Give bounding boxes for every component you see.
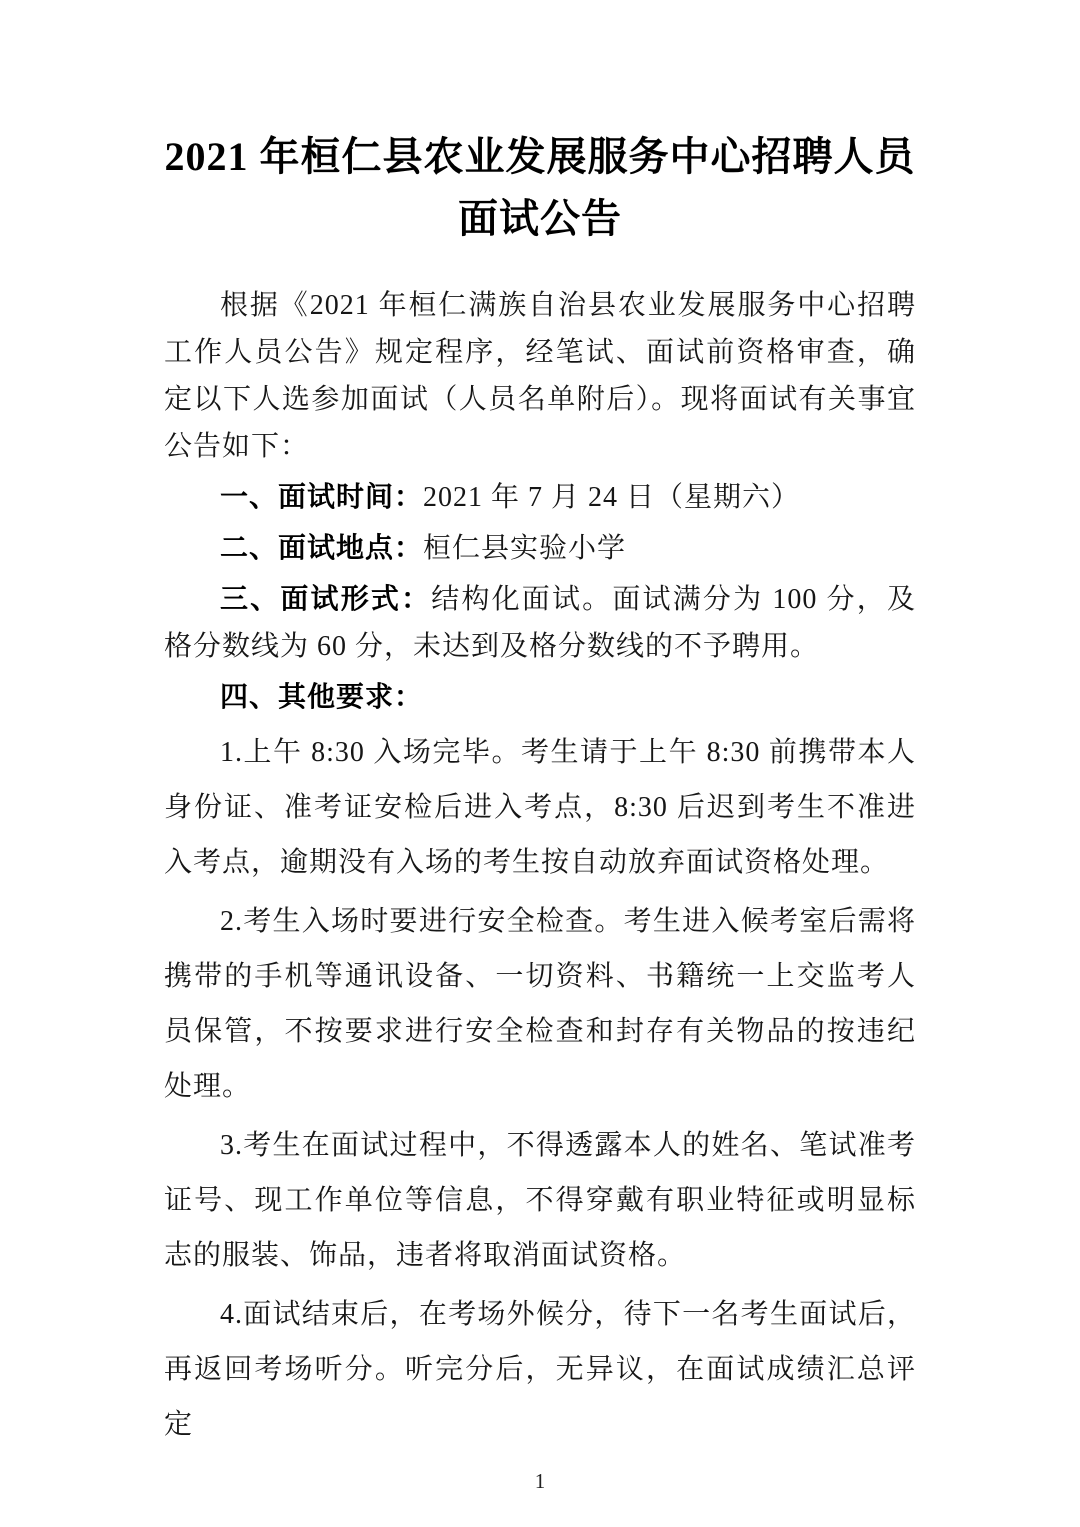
requirement-1: 1.上午 8:30 入场完毕。考生请于上午 8:30 前携带本人身份证、准考证安检后进入考点，8:30 后迟到考生不准进入考点，逾期没有入场的考生按自动放弃面试资格处理。 [164, 737, 916, 878]
requirement-3: 3.考生在面试过程中，不得透露本人的姓名、笔试准考证号、现工作单位等信息，不得穿戴有职业特征或明显标志的服装、饰品，违者将取消面试资格。 [164, 1130, 916, 1271]
section-interview-time [164, 474, 916, 521]
requirement-2: 2.考生入场时要进行安全检查。考生进入候考室后需将携带的手机等通讯设备、一切资料、书籍统一上交监考人员保管，不按要求进行安全检查和封存有关物品的按违纪处理。 [164, 906, 916, 1102]
section-interview-format-value: 结构化面试。面试满分为 100 分，及格分数线为 60 分，未达到及格分数线的不予聘用。 [164, 584, 916, 662]
document-title [164, 126, 916, 250]
section-interview-time-value: 2021 年 7 月 24 日（星期六） [423, 482, 801, 513]
page-number: 1 [534, 1469, 546, 1493]
section-interview-location-value: 桓仁县实验小学 [423, 533, 627, 564]
title-line-1: 2021 年桓仁县农业发展服务中心招聘人员 [164, 134, 916, 179]
title-line-2: 面试公告 [458, 196, 622, 241]
section-interview-time-label: 一、面试时间： [220, 482, 424, 513]
section-other-requirements [164, 674, 916, 721]
document-content [164, 126, 916, 1452]
section-other-requirements-label: 四、其他要求： [220, 682, 424, 713]
intro-paragraph: 根据《2021 年桓仁满族自治县农业发展服务中心招聘工作人员公告》规定程序，经笔试、面试前资格审查，确定以下人选参加面试（人员名单附后）。现将面试有关事宜公告如下： [164, 290, 916, 462]
requirement-4: 4.面试结束后，在考场外候分，待下一名考生面试后，再返回考场听分。听完分后，无异议，在面试成绩汇总评定 [164, 1299, 916, 1440]
section-interview-location [164, 525, 916, 572]
section-interview-format-label: 三、面试形式： [220, 584, 432, 615]
section-interview-format [164, 576, 916, 670]
section-interview-location-label: 二、面试地点： [220, 533, 424, 564]
